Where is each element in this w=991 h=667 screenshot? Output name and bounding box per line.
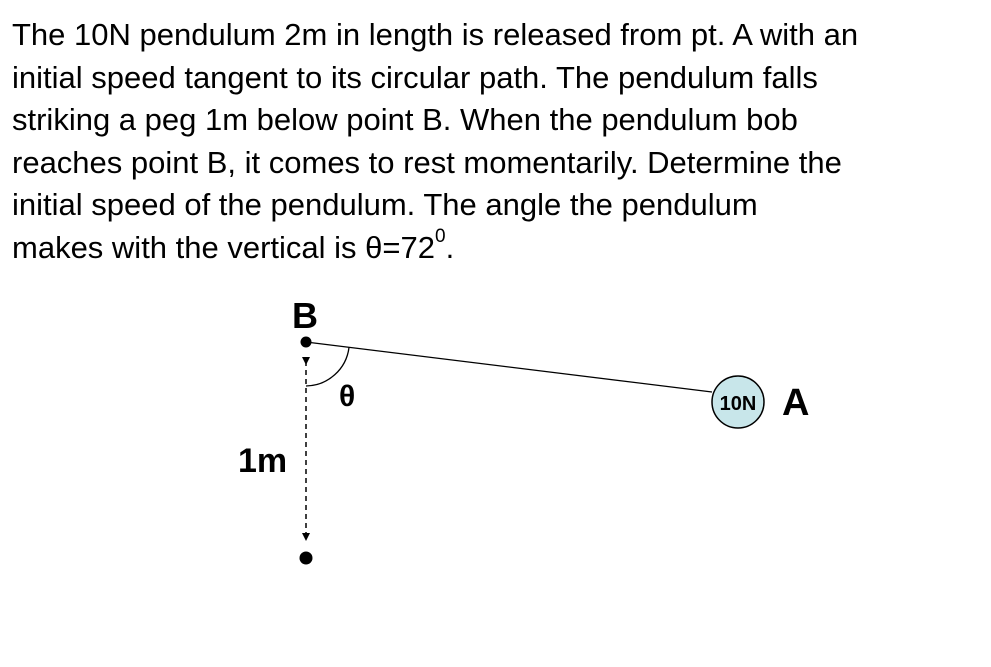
problem-line-4: reaches point B, it comes to rest momentarily. Determine the xyxy=(12,144,842,180)
degree-superscript: 0 xyxy=(435,226,446,248)
angle-label: θ xyxy=(339,380,356,413)
pendulum-string xyxy=(306,342,712,392)
problem-line-2: initial speed tangent to its circular path. The pendulum falls xyxy=(12,59,818,95)
end-punctuation: . xyxy=(445,229,455,265)
problem-line-1: The 10N pendulum 2m in length is released from pt. A with an xyxy=(12,17,859,52)
pivot-label: B xyxy=(292,295,318,336)
bob-label: A xyxy=(782,382,810,424)
problem-line-5: initial speed of the pendulum. The angle the pendulum xyxy=(12,187,758,222)
peg-point xyxy=(300,552,313,565)
peg-distance-label: 1m xyxy=(238,442,288,480)
bob-weight-label: 10N xyxy=(719,393,757,415)
problem-line-6-text: makes with the vertical is θ=72 xyxy=(12,229,435,265)
problem-line-3: striking a peg 1m below point B. When the pendulum bob xyxy=(12,102,798,137)
